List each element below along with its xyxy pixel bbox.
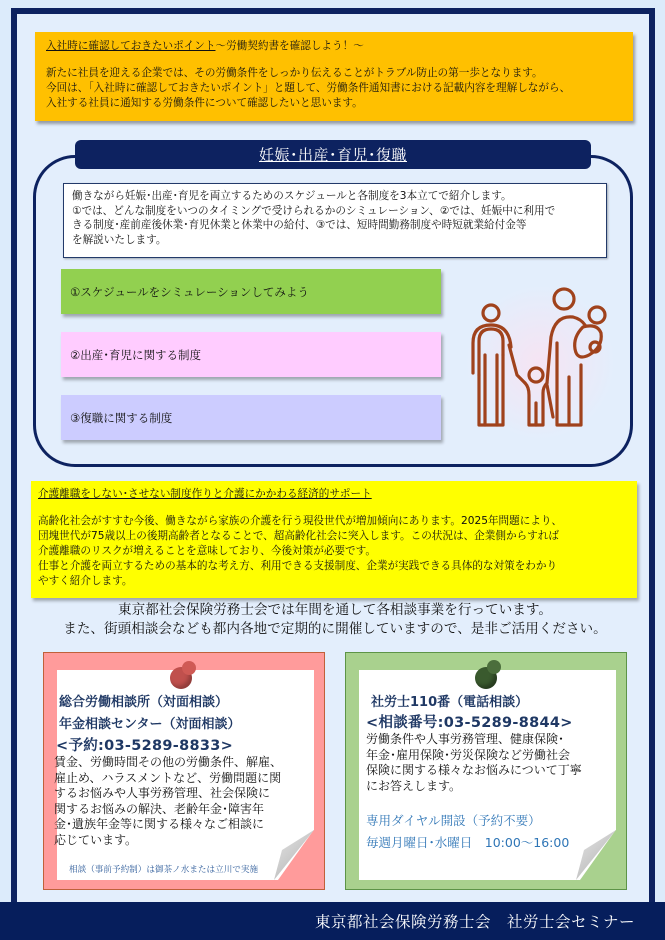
care-box <box>31 481 637 598</box>
menu-item-return-to-work[interactable] <box>61 395 441 440</box>
pregnancy-description <box>63 183 607 258</box>
pregnancy-section-banner <box>75 140 591 169</box>
schedule: 毎週月曜日･水曜日 10:00～16:00 <box>366 835 570 850</box>
care-line: 介護離職のリスクが増えることを意味しており、今後対策が必要です。 <box>38 545 376 557</box>
card-heading: 総合労働相談所（対面相談） <box>59 695 229 710</box>
card-heading: 年金相談センター（対面相談） <box>59 717 241 732</box>
card-labor-consultation <box>43 652 325 890</box>
card-body-line: 年金･雇用保険･労災保険など労働社会 <box>366 747 571 762</box>
family-illustration <box>465 285 615 440</box>
intro-box <box>35 32 633 121</box>
pregnancy-description-line: 働きながら妊娠･出産･育児を両立するためのスケジュールと各制度を3本立てで紹介します。 <box>72 190 512 202</box>
menu-item-label: ①スケジュールをシミュレーションしてみよう <box>70 284 309 299</box>
card-footnote: 相談（事前予約制）は御茶ノ水または立川で実施 <box>69 865 259 875</box>
card-body-line: するお悩みや人事労務管理、社会保険に <box>54 786 271 800</box>
footer-text: 東京都社会保険労務士会 社労士会セミナー <box>314 913 635 931</box>
card-body-line: 賃金、労働時間その他の労働条件、解雇、 <box>54 755 283 769</box>
pushpin-head-icon <box>487 660 501 674</box>
intro-line: 入社する社員に通知する労働条件について確認したいと思います。 <box>46 97 363 109</box>
footer-bar <box>0 902 665 940</box>
reservation-phone[interactable]: <予約:03-5289-8833> <box>56 738 234 754</box>
card-body-line: にお答えします。 <box>366 778 462 793</box>
intro-title-link[interactable]: 入社時に確認しておきたいポイント <box>46 40 216 52</box>
pregnancy-description-line: ①では、どんな制度をいつのタイミングで受けられるかのシミュレーション、②では、妊娠中に利用で <box>72 204 556 217</box>
consultation-notice <box>30 601 640 639</box>
menu-item-schedule-simulation[interactable] <box>61 269 441 314</box>
card-body-line: 労働条件や人事労務管理、健康保険･ <box>366 732 565 746</box>
intro-line: 今回は、「入社時に確認しておきたいポイント」と題して、労働条件通知書における記載内容を理解しながら、 <box>46 82 571 94</box>
card-body <box>54 755 282 848</box>
card-heading: 社労士110番（電話相談） <box>371 695 529 710</box>
card-body-line: 保険に関する様々なお悩みについて丁寧 <box>366 763 582 777</box>
intro-line: 新たに社員を迎える企業では、その労働条件をしっかり伝えることがトラブル防止の第一歩となります。 <box>46 67 543 79</box>
care-line: やすく紹介します。 <box>38 575 133 587</box>
menu-item-label: ③復職に関する制度 <box>70 410 173 425</box>
card-body-line: 応じています。 <box>54 832 138 847</box>
pushpin-head-icon <box>182 661 196 675</box>
care-line: 仕事と介護を両立するための基本的な考え方、利用できる支援制度、企業が実践できる具体的な対策をわかり <box>38 560 558 572</box>
notice-line: 東京都社会保険労務士会では年間を通して各相談事業を行っています。 <box>118 602 552 618</box>
card-body-line: 金･遺族年金等に関する様々なご相談に <box>54 817 265 831</box>
card-phone-consultation <box>345 652 627 890</box>
care-line: 高齢化社会がすすむ今後、働きながら家族の介護を行う現役世代が増加傾向にあります。2025年問題により、 <box>38 515 563 527</box>
menu-item-label: ②出産･育児に関する制度 <box>70 347 202 362</box>
care-title-link[interactable]: 介護離職をしない･させない制度作りと介護にかかわる経済的サポート <box>38 488 372 500</box>
dial-label: 専用ダイヤル開設（予約不要） <box>366 813 541 828</box>
family-icon <box>465 285 615 440</box>
notice-line: また、街頭相談会なども都内各地で定期的に開催していますので、是非ご活用ください。 <box>63 621 607 637</box>
consultation-phone[interactable]: <相談番号:03-5289-8844> <box>366 715 573 731</box>
pregnancy-description-line: を解説いたします。 <box>72 233 167 246</box>
menu-item-childbirth-childcare[interactable] <box>61 332 441 377</box>
care-body <box>38 514 630 589</box>
intro-title-suffix: ～労働契約書を確認しよう！～ <box>215 40 364 52</box>
intro-body <box>46 66 622 111</box>
pregnancy-description-line: きる制度･産前産後休業･育児休業と休業中の給付、③では、短時間勤務制度や時短就業給付金等 <box>72 219 527 232</box>
care-line: 団塊世代が75歳以上の後期高齢者となることで、超高齢化社会に突入します。この状況は、企業側からすれば <box>38 530 559 542</box>
card-body <box>366 732 582 794</box>
card-body-line: 雇止め、ハラスメントなど、労働問題に関 <box>54 770 282 785</box>
pregnancy-section-title-link[interactable]: 妊娠･出産･育児･復職 <box>258 146 407 164</box>
card-body-line: 関するお悩みの解決、老齢年金･障害年 <box>54 801 265 816</box>
